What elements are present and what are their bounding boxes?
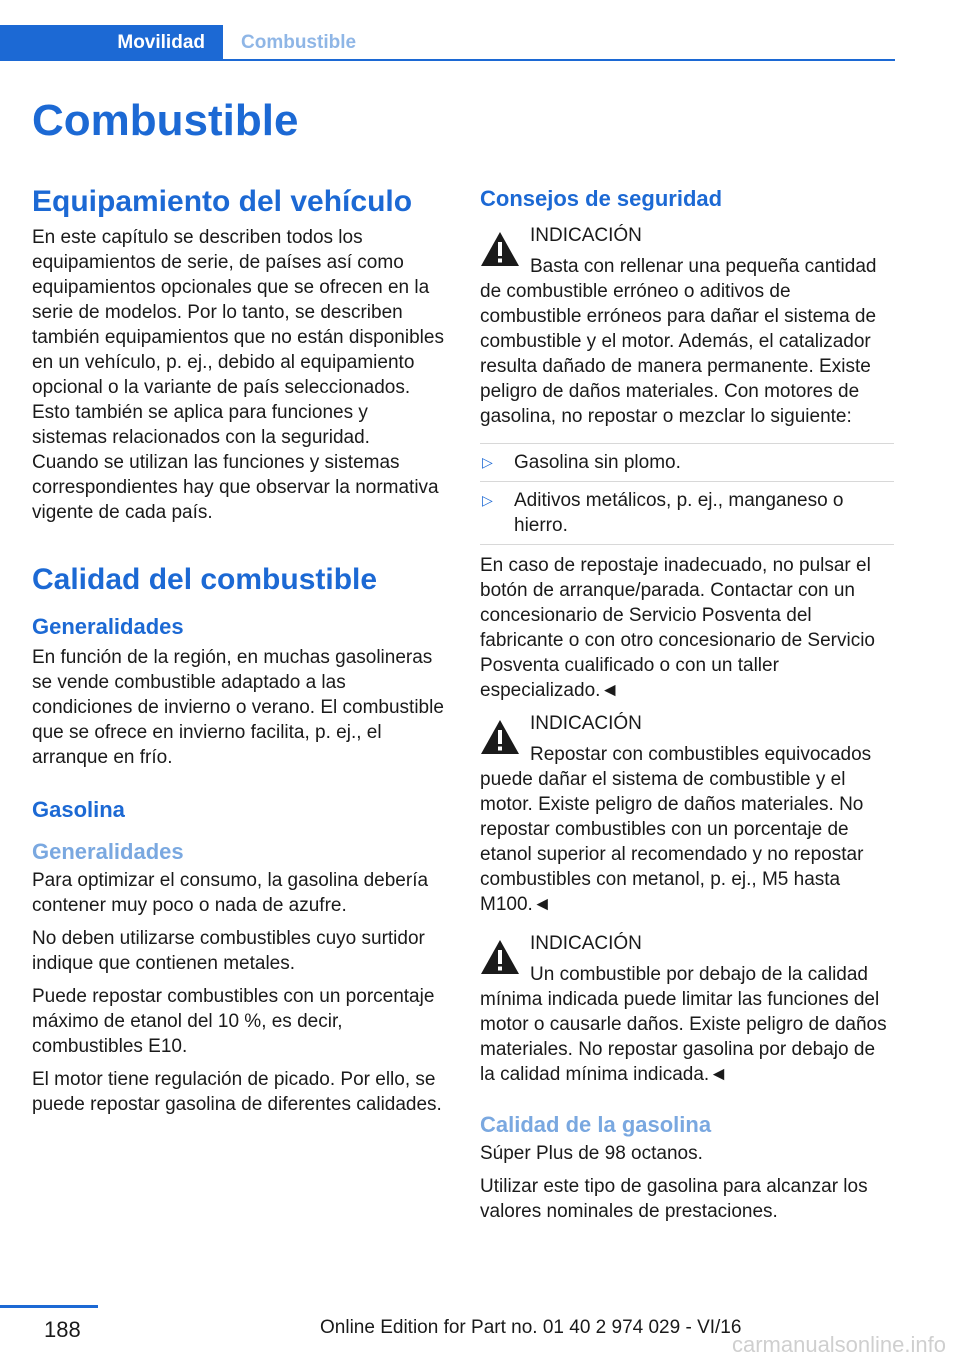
right-column bbox=[480, 185, 894, 1232]
left-column bbox=[32, 185, 448, 1125]
edition-text: Online Edition for Part no. 01 40 2 974 029 - VI/16 bbox=[320, 1317, 742, 1338]
tab-combustible[interactable]: Combustible bbox=[241, 32, 357, 53]
section-title-equipamiento: Equipamiento del vehículo bbox=[32, 185, 413, 218]
warning-text: Repostar con combustibles equivocados puede dañar el sistema de combustible y el motor. Existe peligro de daños materiales. No repostar combustibles con un porcentaje de etanol superior al recomendado y no repostar combustibles con metanol, p. ej., M5 hasta M100.◄ bbox=[480, 744, 872, 915]
section-title-calidad: Calidad del combustible bbox=[32, 563, 378, 596]
header-divider bbox=[0, 59, 895, 61]
paragraph: Puede repostar combustibles con un porcentaje máximo de etanol del 10 %, es decir, combustibles E10. bbox=[32, 986, 435, 1057]
warning-text: Un combustible por debajo de la calidad mínima indicada puede limitar las funciones del motor o causarle daños. Existe peligro de daños materiales. No repostar gasolina por debajo de la calidad mínima indicada.◄ bbox=[480, 964, 887, 1085]
paragraph: En función de la región, en muchas gasolineras se vende combustible adaptado a las condiciones de invierno o verano. El combustible que se ofrece en invierno facilita, p. ej., el arranque en frío. bbox=[32, 647, 444, 768]
warning-heading: INDICACIÓN bbox=[530, 713, 642, 734]
paragraph: El motor tiene regulación de picado. Por ello, se puede repostar gasolina de diferentes calidades. bbox=[32, 1069, 442, 1115]
paragraph: Súper Plus de 98 octanos. bbox=[480, 1143, 703, 1164]
warning-heading: INDICACIÓN bbox=[530, 933, 642, 954]
watermark: carmanualsonline.info bbox=[731, 1332, 946, 1357]
warning-triangle-icon bbox=[480, 231, 520, 267]
warning-block bbox=[480, 711, 894, 917]
list-item: ▷ Aditivos metálicos, p. ej., manganeso o hierro. bbox=[480, 482, 894, 545]
paragraph: Para optimizar el consumo, la gasolina debería contener muy poco o nada de azufre. bbox=[32, 870, 429, 916]
subsubsection-title-generalidades: Generalidades bbox=[32, 839, 184, 864]
section-title-seguridad: Consejos de seguridad bbox=[480, 186, 723, 211]
subsection-title-generalidades: Generalidades bbox=[32, 614, 184, 639]
header-bar bbox=[0, 25, 895, 61]
paragraph: No deben utilizarse combustibles cuyo surtidor indique que contienen metales. bbox=[32, 928, 425, 974]
paragraph: Cuando se utilizan las funciones y sistemas correspondientes hay que observar la normativa vigente de cada país. bbox=[32, 452, 439, 523]
warning-block bbox=[480, 931, 894, 1087]
footer-divider bbox=[0, 1305, 98, 1308]
warning-block bbox=[480, 223, 894, 429]
paragraph: En este capítulo se describen todos los equipamientos de serie, de países así como equipamientos opcionales que se ofrecen en la serie de modelos. Por lo tanto, se describen también equipamientos que no están disponibles en un vehículo, p. ej., debido al equipamiento opcional o la variante de país seleccionados. Esto también se aplica para funciones y sistemas relacionados con la seguridad. bbox=[32, 227, 444, 448]
paragraph: Utilizar este tipo de gasolina para alcanzar los valores nominales de prestaciones. bbox=[480, 1176, 868, 1222]
warning-triangle-icon bbox=[480, 939, 520, 975]
bullet-list bbox=[480, 443, 894, 545]
warning-heading: INDICACIÓN bbox=[530, 225, 642, 246]
warning-text: Basta con rellenar una pequeña cantidad de combustible erróneo o aditivos de combustible erróneos para dañar el sistema de combustible y el motor. Además, el catalizador resulta dañado de manera permanente. Existe peligro de daños materiales. Con motores de gasolina, no repostar o mezclar lo siguiente: bbox=[480, 256, 877, 427]
page-number: 188 bbox=[44, 1317, 81, 1342]
chapter-title: Combustible bbox=[32, 96, 299, 145]
warning-triangle-icon bbox=[480, 719, 520, 755]
paragraph: En caso de repostaje inadecuado, no pulsar el botón de arranque/parada. Contactar con un concesionario de Servicio Posventa del fabricante o con otro concesionario de Servicio Posventa cualificado o con un taller especializado.◄ bbox=[480, 555, 876, 701]
triangle-bullet-icon: ▷ bbox=[482, 492, 493, 508]
triangle-bullet-icon: ▷ bbox=[482, 454, 493, 470]
subsection-title-gasolina: Gasolina bbox=[32, 797, 125, 822]
subsection-title-calidad-gasolina: Calidad de la gasolina bbox=[480, 1112, 712, 1137]
list-item: ▷ Gasolina sin plomo. bbox=[480, 444, 894, 482]
tab-movilidad[interactable]: Movilidad bbox=[0, 25, 223, 61]
